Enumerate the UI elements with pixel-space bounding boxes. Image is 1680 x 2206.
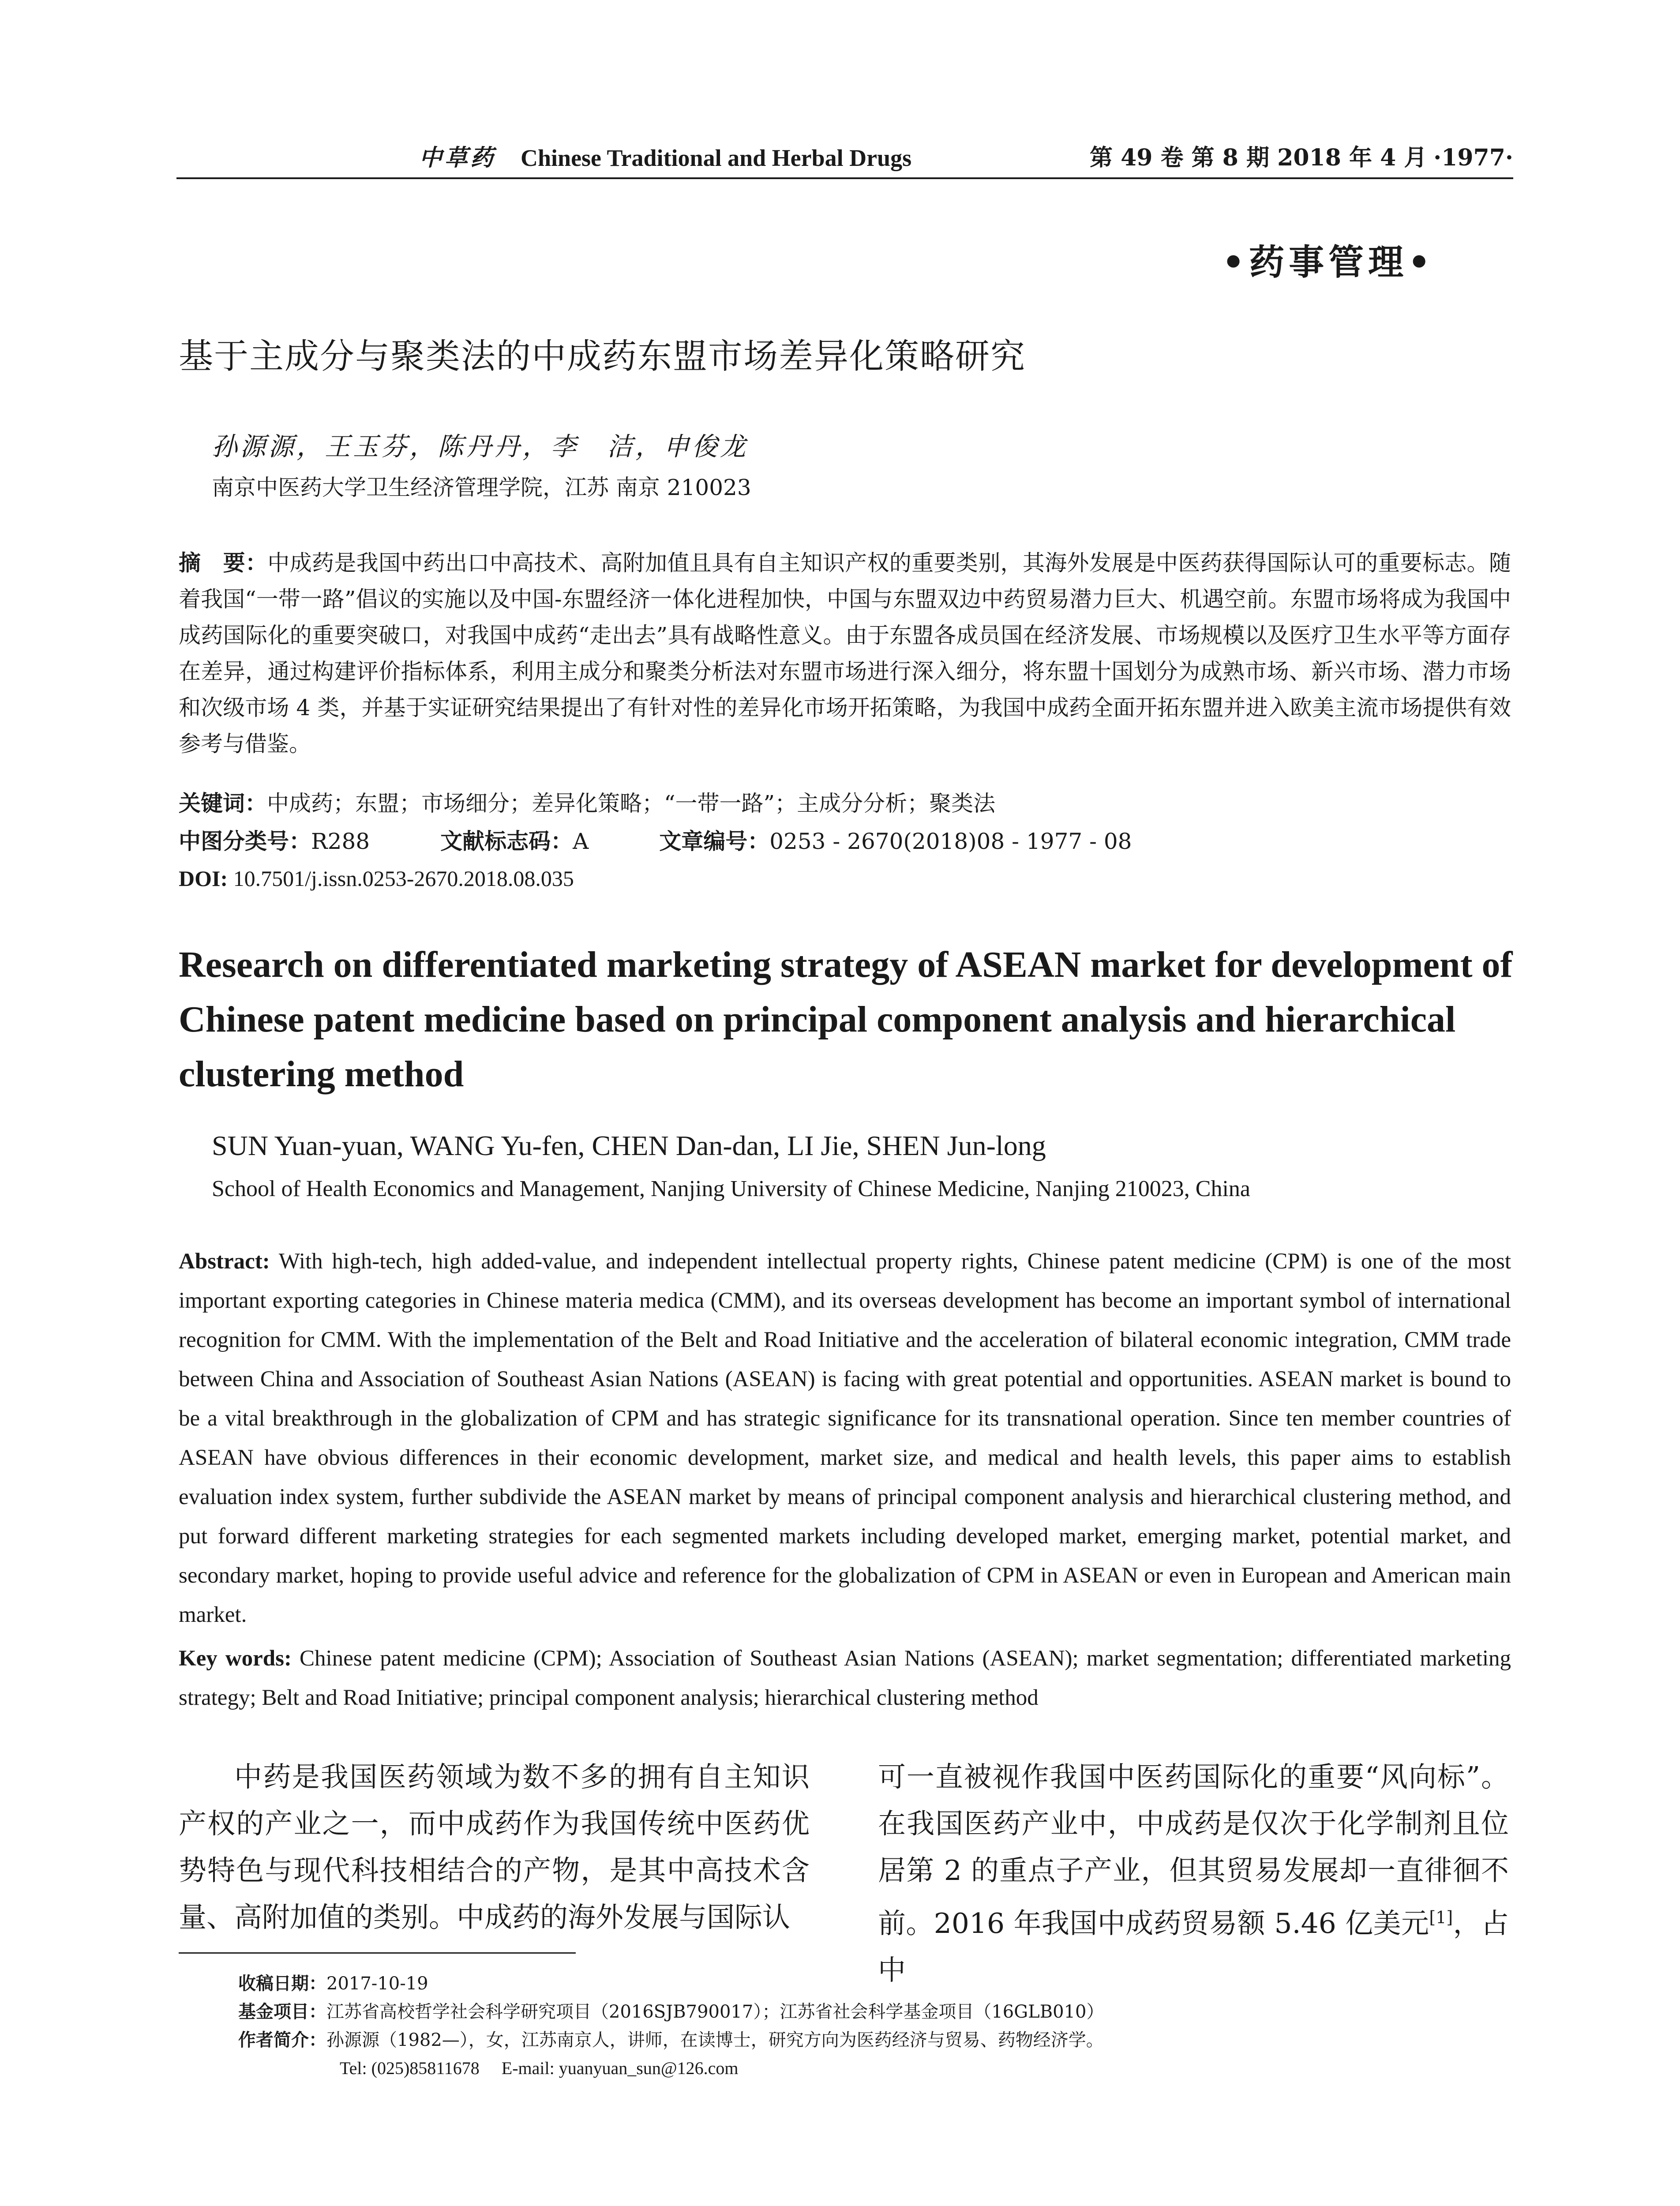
body-right-text: 可一直被视作我国中医药国际化的重要“风向标”。在我国医药产业中，中成药是仅次于化学制剂且位居第 2 的重点子产业，但其贸易发展却一直徘徊不前。2016 年我国中成药贸易额 5.46 亿美元	[878, 1761, 1509, 1940]
journal-name-cn: 中草药	[419, 144, 496, 171]
journal-name-en: Chinese Traditional and Herbal Drugs	[521, 145, 912, 171]
received-label: 收稿日期：	[238, 1973, 326, 1994]
classification-line	[179, 823, 1511, 859]
doi-line	[179, 860, 1511, 897]
keywords-en	[179, 1639, 1511, 1718]
abstract-en	[179, 1242, 1511, 1635]
title-cn: 基于主成分与聚类法的中成药东盟市场差异化策略研究	[179, 337, 1026, 376]
running-header	[176, 140, 1513, 176]
fund-value: 江苏省高校哲学社会科学研究项目（2016SJB790017）；江苏省社会科学基金项目（16GLB010）	[326, 2002, 1104, 2022]
footnote-fund	[238, 1998, 1104, 2026]
citation-ref[interactable]: [1]	[1429, 1908, 1453, 1927]
header-rule	[176, 177, 1513, 179]
body-column-right	[878, 1754, 1509, 1994]
keywords-en-label: Key words:	[179, 1646, 292, 1671]
abstract-en-text: With high-tech, high added-value, and independent intellectual property rights, Chinese patent medicine (CPM) is one of the most important exporting categories in Chinese materia medica (CMM), and its overseas development has become an important symbol of international recognition for CMM. With the implementation of the Belt and Road Initiative and the acceleration of bilateral economic integration, CMM trade between China and Association of Southeast Asian Nations (ASEAN) is facing with great potential and opportunities. ASEAN market is bound to be a vital breakthrough in the globalization of CPM and has strategic significance for its transnational operation. Since ten member countries of ASEAN have obvious differences in their economic development, market size, and medical and health levels, this paper aims to establish evaluation index system, further subdivide the ASEAN market by means of principal component analysis and hierarchical clustering method, and put forward different marketing strategies for each segmented markets including developed market, emerging market, potential market, and secondary market, hoping to provide useful advice and reference for the globalization of CPM in ASEAN or even in European and American main market.	[179, 1249, 1511, 1627]
issue-info: 第 49 卷 第 8 期 2018 年 4 月	[1090, 144, 1427, 171]
affiliation-cn: 南京中医药大学卫生经济管理学院，江苏 南京 210023	[212, 475, 751, 500]
abstract-cn	[179, 545, 1511, 762]
abstract-cn-label: 摘 要：	[179, 550, 268, 576]
keywords-cn-text: 中成药；东盟；市场细分；差异化策略；“一带一路”；主成分分析；聚类法	[267, 791, 996, 816]
body-right-tail: ，占中	[878, 1907, 1509, 1986]
received-value: 2017-10-19	[326, 1973, 428, 1994]
footnote-contact	[340, 2055, 739, 2082]
doi-label: DOI:	[179, 866, 228, 891]
keywords-cn	[179, 785, 1511, 822]
author-bio-value: 孙源源（1982—），女，江苏南京人，讲师，在读博士，研究方向为医药经济与贸易、药物经济学。	[326, 2030, 1104, 2050]
article-no-label: 文章编号：	[659, 829, 770, 854]
body-column-left: 中药是我国医药领域为数不多的拥有自主知识产权的产业之一，而中成药作为我国传统中医药优势特色与现代科技相结合的产物，是其中高技术含量、高附加值的类别。中成药的海外发展与国际认	[179, 1761, 810, 1933]
title-en: Research on differentiated marketing strategy of ASEAN market for development of Chinese patent medicine based on principal component analysis and hierarchical clustering method	[179, 944, 1513, 1095]
footnote-rule	[179, 1952, 576, 1954]
email-link[interactable]: E-mail: yuanyuan_sun@126.com	[501, 2058, 739, 2078]
column-tag: •药事管理•	[1222, 241, 1435, 283]
authors-cn: 孙源源，王玉芬，陈丹丹，李 洁，申俊龙	[212, 431, 749, 461]
fund-label: 基金项目：	[238, 2002, 326, 2022]
footnote-received	[238, 1970, 428, 1997]
tel: Tel: (025)85811678	[340, 2058, 480, 2078]
page-number: ·1977·	[1433, 144, 1513, 171]
article-no-value: 0253 - 2670(2018)08 - 1977 - 08	[769, 829, 1132, 854]
author-bio-label: 作者简介：	[238, 2030, 326, 2050]
clc-value: R288	[311, 829, 370, 854]
abstract-en-label: Abstract:	[179, 1249, 270, 1274]
affiliation-en: School of Health Economics and Management, Nanjing University of Chinese Medicine, Nanjing 210023, China	[212, 1176, 1250, 1201]
footnote-author	[238, 2026, 1104, 2054]
abstract-cn-text: 中成药是我国中药出口中高技术、高附加值且具有自主知识产权的重要类别，其海外发展是中医药获得国际认可的重要标志。随着我国“一带一路”倡议的实施以及中国-东盟经济一体化进程加快，中国与东盟双边中药贸易潜力巨大、机遇空前。东盟市场将成为我国中成药国际化的重要突破口，对我国中成药“走出去”具有战略性意义。由于东盟各成员国在经济发展、市场规模以及医疗卫生水平等方面存在差异，通过构建评价指标体系，利用主成分和聚类分析法对东盟市场进行深入细分，将东盟十国划分为成熟市场、新兴市场、潜力市场和次级市场 4 类，并基于实证研究结果提出了有针对性的差异化市场开拓策略，为我国中成药全面开拓东盟并进入欧美主流市场提供有效参考与借鉴。	[179, 550, 1511, 757]
doc-code-value: A	[573, 829, 589, 854]
authors-en: SUN Yuan-yuan, WANG Yu-fen, CHEN Dan-dan, LI Jie, SHEN Jun-long	[212, 1130, 1046, 1161]
doc-code-label: 文献标志码：	[440, 829, 573, 854]
clc-label: 中图分类号：	[179, 829, 311, 854]
doi-value: 10.7501/j.issn.0253-2670.2018.08.035	[228, 866, 574, 891]
keywords-en-text: Chinese patent medicine (CPM); Association of Southeast Asian Nations (ASEAN); market segmentation; differentiated marketing strategy; Belt and Road Initiative; principal component analysis; hierarchical clustering method	[179, 1646, 1511, 1710]
keywords-cn-label: 关键词：	[179, 791, 267, 816]
